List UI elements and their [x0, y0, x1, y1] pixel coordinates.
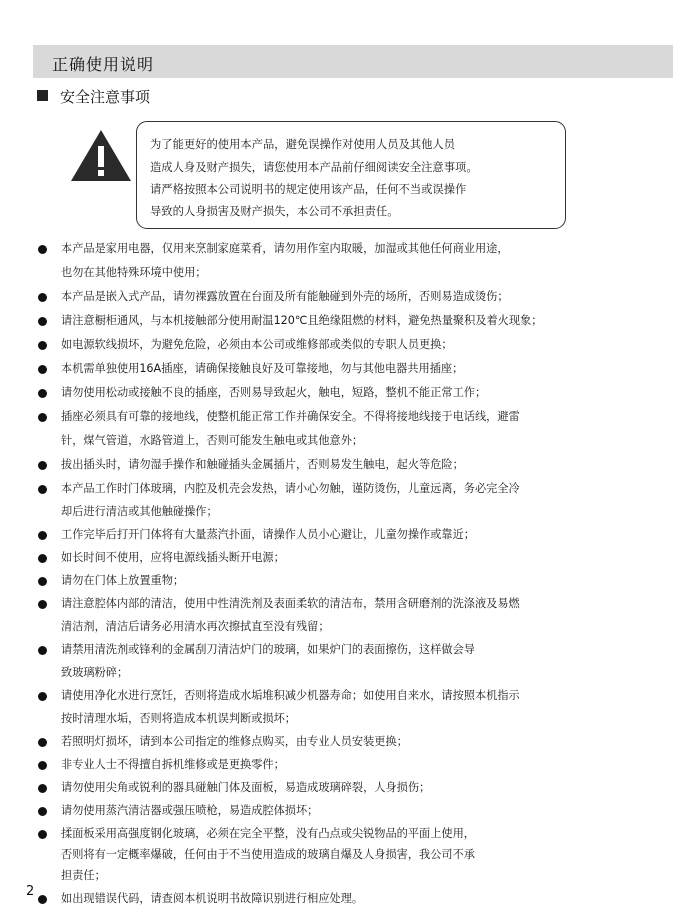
square-bullet-icon [37, 90, 48, 101]
list-item-text: 请勿使用松动或接触不良的插座，否则易导致起火，触电，短路，整机不能正常工作； [61, 386, 487, 399]
bullet-dot-icon [38, 830, 47, 839]
bullet-dot-icon [38, 577, 47, 586]
bullet-dot-icon [38, 389, 47, 398]
bullet-dot-icon [38, 895, 47, 904]
list-item-text: 按时清理水垢，否则将造成本机误判断或损坏； [61, 712, 296, 725]
list-item-text: 插座必须具有可靠的接地线，使整机能正常工作并确保安全。不得将接地线接于电话线，避雷 [61, 410, 520, 423]
bullet-dot-icon [38, 738, 47, 747]
bullet-dot-icon [38, 341, 47, 350]
list-item-text: 担责任； [61, 869, 106, 882]
list-item-text: 本产品工作时门体玻璃，内腔及机壳会发热，请小心勿触，谨防烫伤，儿童远离，务必完全冷 [61, 482, 520, 495]
list-item-text: 请使用净化水进行烹饪，否则将造成水垢堆积减少机器寿命；如使用自来水，请按照本机指示 [61, 689, 520, 702]
list-item-text: 请勿在门体上放置重物； [61, 574, 185, 587]
header-bar [33, 45, 673, 78]
bullet-dot-icon [38, 600, 47, 609]
list-item-text: 本机需单独使用16A插座，请确保接触良好及可靠接地，勿与其他电器共用插座； [61, 362, 464, 375]
warning-line: 请严格按照本公司说明书的规定使用该产品，任何不当或误操作 [150, 183, 467, 196]
warning-line: 为了能更好的使用本产品，避免误操作对使用人员及其他人员 [150, 138, 456, 151]
list-item-text: 如出现错误代码，请查阅本机说明书故障识别进行相应处理。 [61, 892, 364, 905]
list-item-text: 请注意橱柜通风，与本机接触部分使用耐温120℃且绝缘阻燃的材料，避免热量聚积及着火现象； [61, 314, 543, 327]
bullet-dot-icon [38, 293, 47, 302]
list-item-text: 请勿使用蒸汽清洁器或强压喷枪，易造成腔体损坏； [61, 804, 319, 817]
page-number: 2 [26, 884, 35, 899]
warning-line: 导致的人身损害及财产损失，本公司不承担责任。 [150, 205, 399, 218]
list-item-text: 也勿在其他特殊环境中使用； [61, 266, 207, 279]
list-item-text: 工作完毕后打开门体将有大量蒸汽扑面，请操作人员小心避让，儿童勿操作或靠近； [61, 528, 475, 541]
list-item-text: 揉面板采用高强度钢化玻璃，必须在完全平整，没有凸点或尖锐物品的平面上使用， [61, 827, 475, 840]
list-item-text: 清洁剂，清洁后请务必用清水再次擦拭直至没有残留； [61, 620, 330, 633]
list-item-text: 拔出插头时，请勿湿手操作和触碰插头金属插片，否则易发生触电，起火等危险； [61, 458, 464, 471]
bullet-dot-icon [38, 413, 47, 422]
warning-notice-box [136, 121, 566, 229]
bullet-dot-icon [38, 784, 47, 793]
bullet-dot-icon [38, 646, 47, 655]
list-item-text: 若照明灯损坏，请到本公司指定的维修点购买，由专业人员安装更换； [61, 735, 408, 748]
warning-triangle-icon [70, 129, 132, 182]
bullet-dot-icon [38, 485, 47, 494]
list-item-text: 本产品是家用电器，仅用来烹制家庭菜肴，请勿用作室内取暖，加湿或其他任何商业用途， [61, 242, 509, 255]
list-item-text: 请勿使用尖角或锐利的器具碰触门体及面板，易造成玻璃碎裂，人身损伤； [61, 781, 431, 794]
bullet-dot-icon [38, 245, 47, 254]
bullet-dot-icon [38, 531, 47, 540]
section-title: 安全注意事项 [60, 88, 151, 106]
list-item-text: 否则将有一定概率爆破，任何由于不当使用造成的玻璃自爆及人身损害，我公司不承 [61, 848, 475, 861]
bullet-dot-icon [38, 692, 47, 701]
list-item-text: 本产品是嵌入式产品，请勿裸露放置在台面及所有能触碰到外壳的场所，否则易造成烫伤； [61, 290, 509, 303]
list-item-text: 却后进行清洁或其他触碰操作； [61, 505, 218, 518]
list-item-text: 致玻璃粉碎； [61, 666, 129, 679]
list-item-text: 如电源软线损坏，为避免危险，必须由本公司或维修部或类似的专职人员更换； [61, 338, 453, 351]
warning-line: 造成人身及财产损失，请您使用本产品前仔细阅读安全注意事项。 [150, 161, 478, 174]
bullet-dot-icon [38, 461, 47, 470]
page-title: 正确使用说明 [52, 55, 155, 74]
bullet-dot-icon [38, 317, 47, 326]
list-item-text: 如长时间不使用，应将电源线插头断开电源； [61, 551, 285, 564]
list-item-text: 非专业人士不得擅自拆机维修或是更换零件； [61, 758, 285, 771]
bullet-dot-icon [38, 365, 47, 374]
bullet-dot-icon [38, 761, 47, 770]
bullet-dot-icon [38, 807, 47, 816]
bullet-dot-icon [38, 554, 47, 563]
list-item-text: 请注意腔体内部的清洁，使用中性清洗剂及表面柔软的清洁布，禁用含研磨剂的洗涤液及易燃 [61, 597, 520, 610]
list-item-text: 请禁用清洗剂或锋利的金属刮刀清洁炉门的玻璃，如果炉门的表面擦伤，这样做会导 [61, 643, 475, 656]
list-item-text: 针，煤气管道，水路管道上，否则可能发生触电或其他意外； [61, 434, 364, 447]
